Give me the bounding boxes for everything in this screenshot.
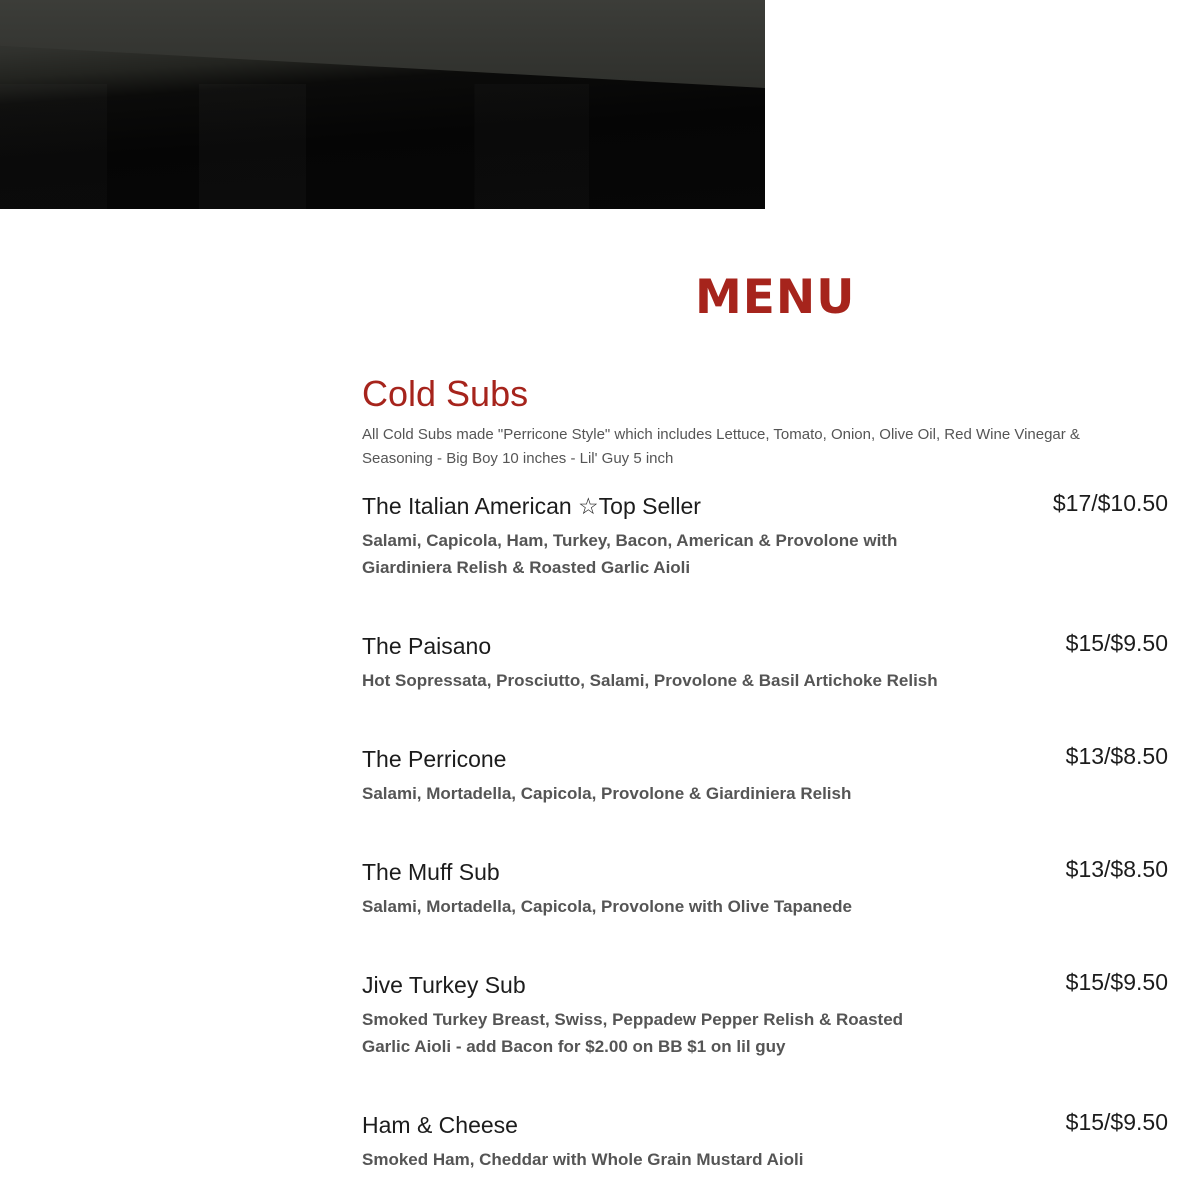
menu-item-description: Salami, Mortadella, Capicola, Provolone with Olive Tapanede — [362, 897, 852, 916]
menu-item-price: $13/$8.50 — [1065, 743, 1168, 769]
menu-heading: MENU — [695, 270, 856, 325]
section-note: All Cold Subs made "Perricone Style" which includes Lettuce, Tomato, Onion, Olive Oil, Red Wine Vinegar & Seasoning - Big Boy 10 inches - Lil' Guy 5 inch — [362, 426, 1080, 467]
menu-item-price: $13/$8.50 — [1065, 856, 1168, 882]
menu-item-name: The Perricone — [362, 746, 507, 772]
menu-item-price: $17/$10.50 — [1052, 490, 1168, 516]
menu-item-name: The Paisano — [362, 633, 492, 659]
menu-item-name: Jive Turkey Sub — [362, 972, 526, 998]
menu-item-description: Smoked Turkey Breast, Swiss, Peppadew Pepper Relish & Roasted Garlic Aioli - add Bacon for $2.00 on BB $1 on lil guy — [362, 1010, 904, 1056]
hero-image — [0, 0, 765, 209]
cold-subs-section — [362, 370, 1168, 471]
menu-item-description: Salami, Mortadella, Capicola, Provolone & Giardiniera Relish — [362, 784, 852, 803]
menu-item-name: The Muff Sub — [362, 859, 500, 885]
menu-item-description: Salami, Capicola, Ham, Turkey, Bacon, American & Provolone with Giardiniera Relish & Roasted Garlic Aioli — [362, 531, 898, 577]
menu-item-price: $15/$9.50 — [1065, 1109, 1168, 1135]
section-title: Cold Subs — [362, 373, 529, 414]
menu-item-name: The Italian American ☆Top Seller — [362, 493, 701, 519]
menu-item-description: Hot Sopressata, Prosciutto, Salami, Provolone & Basil Artichoke Relish — [362, 671, 938, 690]
menu-item-name: Ham & Cheese — [362, 1112, 518, 1138]
menu-item-price: $15/$9.50 — [1065, 969, 1168, 995]
menu-item-description: Smoked Ham, Cheddar with Whole Grain Mustard Aioli — [362, 1150, 804, 1169]
menu-item-price: $15/$9.50 — [1065, 630, 1168, 656]
